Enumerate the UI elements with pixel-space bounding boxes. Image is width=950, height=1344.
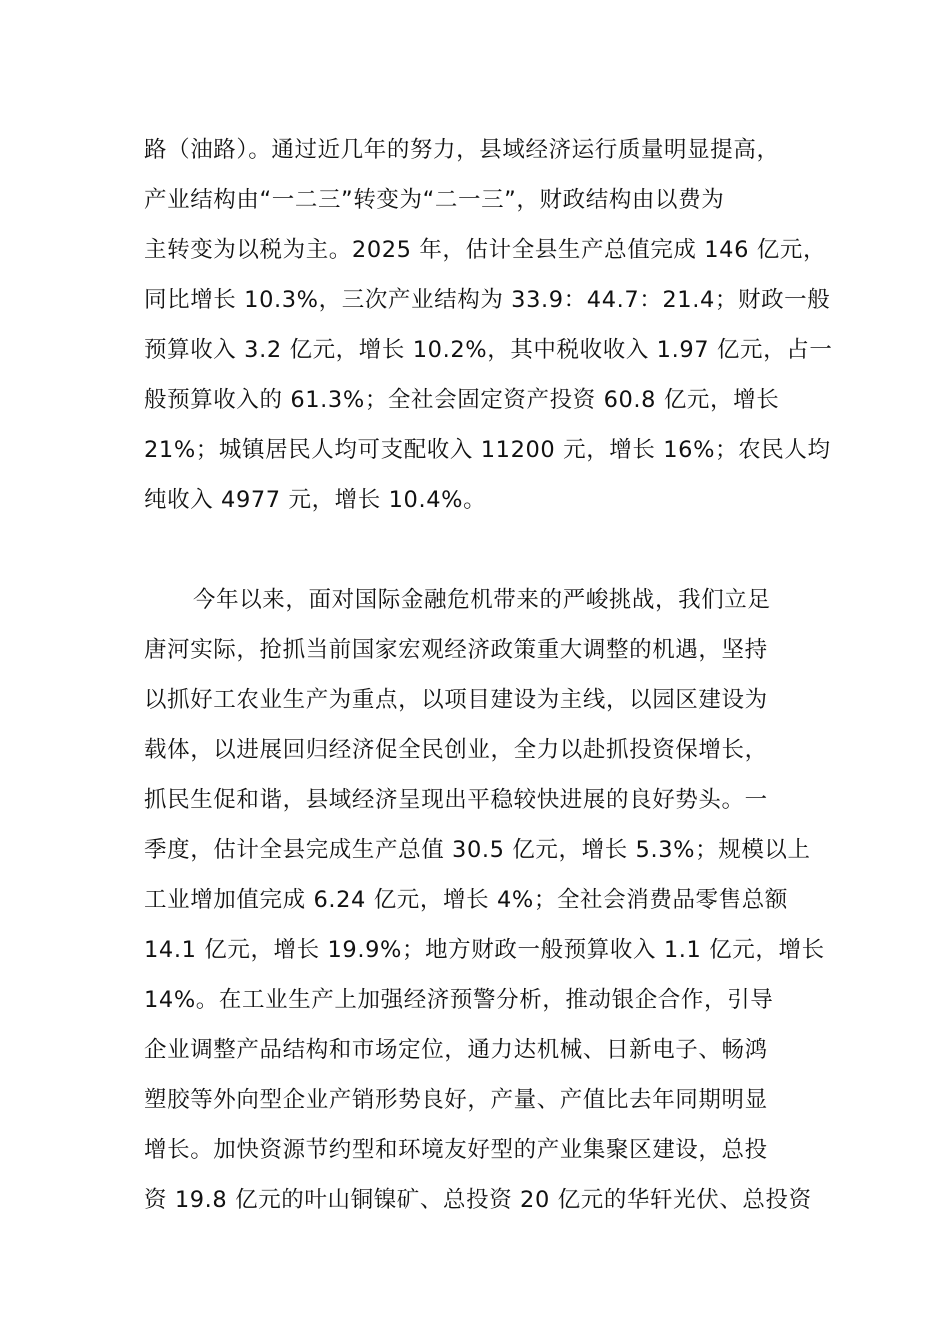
paragraph-line: 塑胶等外向型企业产销形势良好，产量、产值比去年同期明显 — [144, 1087, 768, 1113]
paragraph-line: 同比增长 10.3%，三次产业结构为 33.9：44.7：21.4；财政一般 — [144, 287, 831, 313]
paragraph-line: 般预算收入的 61.3%；全社会固定资产投资 60.8 亿元，增长 — [144, 387, 780, 413]
paragraph-line: 预算收入 3.2 亿元，增长 10.2%，其中税收收入 1.97 亿元，占一 — [144, 337, 833, 363]
paragraph-line: 抓民生促和谐，县域经济呈现出平稳较快进展的良好势头。一 — [144, 787, 768, 813]
paragraph-line: 工业增加值完成 6.24 亿元，增长 4%；全社会消费品零售总额 — [144, 887, 788, 913]
paragraph-line: 季度，估计全县完成生产总值 30.5 亿元，增长 5.3%；规模以上 — [144, 837, 811, 863]
paragraph-line: 产业结构由“一二三”转变为“二一三”，财政结构由以费为 — [144, 187, 725, 213]
paragraph-line: 主转变为以税为主。2025 年，估计全县生产总值完成 146 亿元， — [144, 237, 827, 263]
paragraph-line: 路（油路）。通过近几年的努力，县域经济运行质量明显提高， — [144, 137, 780, 163]
paragraph-line: 纯收入 4977 元，增长 10.4%。 — [144, 487, 487, 513]
paragraph-line: 21%；城镇居民人均可支配收入 11200 元，增长 16%；农民人均 — [144, 437, 831, 463]
paragraph-line: 今年以来，面对国际金融危机带来的严峻挑战，我们立足 — [193, 587, 771, 613]
paragraph-line: 资 19.8 亿元的叶山铜镍矿、总投资 20 亿元的华轩光伏、总投资 — [144, 1187, 812, 1213]
paragraph-line: 以抓好工农业生产为重点，以项目建设为主线，以园区建设为 — [144, 687, 768, 713]
paragraph-line: 企业调整产品结构和市场定位，通力达机械、日新电子、畅鸿 — [144, 1037, 768, 1063]
paragraph-line: 唐河实际，抢抓当前国家宏观经济政策重大调整的机遇，坚持 — [144, 637, 768, 663]
paragraph-line: 14%。在工业生产上加强经济预警分析，推动银企合作，引导 — [144, 987, 774, 1013]
paragraph-line: 载体，以进展回归经济促全民创业，全力以赴抓投资保增长， — [144, 737, 768, 763]
paragraph-line: 增长。加快资源节约型和环境友好型的产业集聚区建设，总投 — [144, 1137, 768, 1163]
paragraph-line: 14.1 亿元，增长 19.9%；地方财政一般预算收入 1.1 亿元，增长 — [144, 937, 825, 963]
